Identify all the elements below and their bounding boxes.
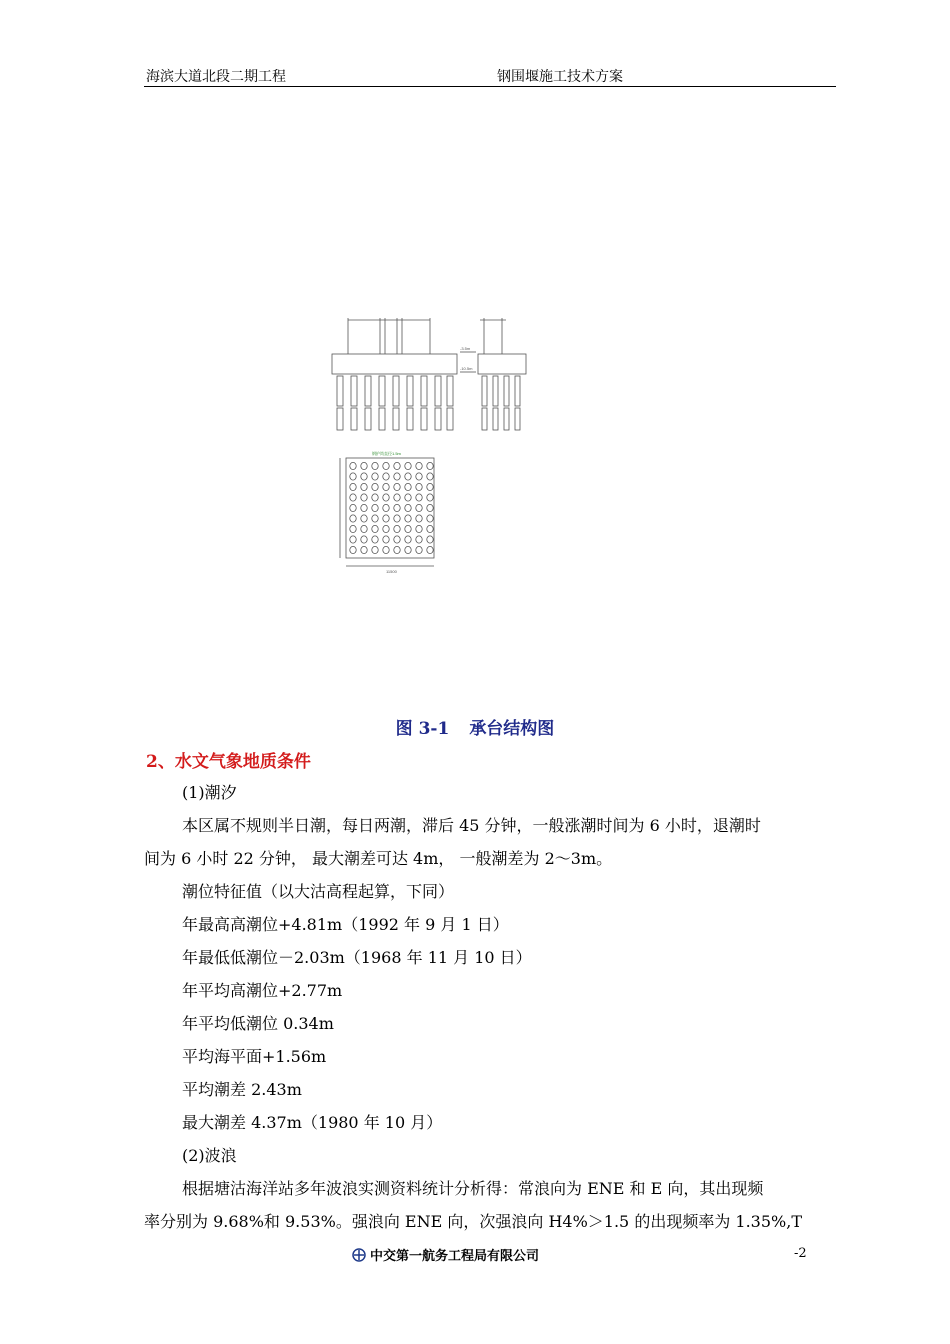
pile-circle	[372, 546, 378, 553]
pile-circle	[427, 494, 433, 501]
pile-circle	[383, 504, 389, 511]
pile-circle	[361, 483, 367, 490]
pile-circle	[427, 483, 433, 490]
pile-circle	[361, 546, 367, 553]
pile-circle	[383, 483, 389, 490]
tide-item: 最大潮差 4.37m（1980 年 10 月）	[182, 1113, 443, 1132]
paragraph-line: 间为 6 小时 22 分钟， 最大潮差可达 4m， 一般潮差为 2～3m。	[144, 849, 613, 868]
figure-caption-text: 承台结构图	[469, 719, 555, 739]
pile-circle	[405, 483, 411, 490]
header-rule	[144, 86, 836, 87]
pile-circle	[350, 546, 356, 553]
subheading-tide: (1)潮汐	[182, 783, 237, 802]
company-logo-icon	[352, 1248, 366, 1262]
footer-company	[352, 1245, 539, 1264]
pile-circle	[350, 483, 356, 490]
tide-item: 年平均高潮位+2.77m	[182, 981, 343, 1000]
header-project-name: 海滨大道北段二期工程	[146, 69, 286, 85]
pile-circle	[383, 546, 389, 553]
pile-circle	[372, 536, 378, 543]
tide-item: 年最高高潮位+4.81m（1992 年 9 月 1 日）	[182, 915, 509, 934]
pile-circle	[394, 536, 400, 543]
pile-circle	[416, 483, 422, 490]
pile-circle	[383, 494, 389, 501]
elevation-label-mid: -10.5m	[460, 366, 473, 371]
paragraph-line: 本区属不规则半日潮，每日两潮，滞后 45 分钟，一般涨潮时间为 6 小时，退潮时	[182, 816, 761, 835]
pile-circle	[427, 473, 433, 480]
pile-circle	[405, 525, 411, 532]
pile-circle	[372, 462, 378, 469]
pile-circle	[383, 515, 389, 522]
pile-circle	[350, 536, 356, 543]
pile-circle	[394, 546, 400, 553]
paragraph-line: 根据塘沽海洋站多年波浪实测资料统计分析得：常浪向为 ENE 和 E 向，其出现频	[182, 1179, 764, 1198]
pile-circle	[405, 494, 411, 501]
section-title: 2、水文气象地质条件	[146, 752, 311, 772]
elevation-label-top: -3.5m	[460, 346, 471, 351]
figure-caption-number: 图 3-1	[395, 719, 450, 739]
pile-circle	[405, 504, 411, 511]
pile-circle	[372, 483, 378, 490]
pile-circle	[405, 546, 411, 553]
tide-item: 年最低低潮位－2.03m（1968 年 11 月 10 日）	[182, 948, 532, 967]
pile-circle	[427, 536, 433, 543]
pile-circle	[416, 504, 422, 511]
pile-circle	[394, 483, 400, 490]
pile-circle	[372, 494, 378, 501]
tide-item: 平均海平面+1.56m	[182, 1047, 327, 1066]
pile-circle	[350, 494, 356, 501]
tide-item: 平均潮差 2.43m	[182, 1080, 302, 1099]
pile-circle	[361, 473, 367, 480]
pile-circle	[372, 504, 378, 511]
pile-circle	[405, 536, 411, 543]
pile-circle	[416, 462, 422, 469]
header-document-title: 钢围堰施工技术方案	[497, 69, 623, 85]
pile-circle	[394, 494, 400, 501]
pile-circle	[394, 462, 400, 469]
pile-circle	[416, 536, 422, 543]
pile-circle	[350, 473, 356, 480]
plan-note-label: 钢护筒直径1.5m	[372, 451, 401, 456]
pile-circle	[394, 525, 400, 532]
pile-circle	[361, 525, 367, 532]
pile-circle	[361, 494, 367, 501]
pile-circle	[383, 525, 389, 532]
pile-circle	[427, 504, 433, 511]
pile-circle	[350, 462, 356, 469]
pile-circle	[350, 515, 356, 522]
pile-circle	[394, 473, 400, 480]
pile-circle	[361, 515, 367, 522]
pile-circle	[427, 515, 433, 522]
pile-circle	[372, 515, 378, 522]
pile-circle	[383, 473, 389, 480]
pile-circle	[416, 494, 422, 501]
page-number: -2	[794, 1246, 807, 1261]
pile-circle	[416, 525, 422, 532]
pile-circle	[427, 462, 433, 469]
pile-circle	[394, 515, 400, 522]
pile-circle	[383, 536, 389, 543]
subheading-waves: (2)波浪	[182, 1146, 237, 1165]
pile-circle	[361, 462, 367, 469]
pile-circle	[416, 473, 422, 480]
pile-circle	[383, 462, 389, 469]
pile-circle	[361, 504, 367, 511]
side-view	[458, 316, 528, 456]
tide-item: 年平均低潮位 0.34m	[182, 1014, 334, 1033]
figure-caption	[0, 714, 950, 739]
pile-circle	[372, 525, 378, 532]
pile-circle	[405, 473, 411, 480]
pile-circle	[416, 546, 422, 553]
pile-circle	[350, 504, 356, 511]
pile-circle	[427, 546, 433, 553]
tide-intro: 潮位特征值（以大沽高程起算，下同）	[182, 882, 455, 901]
pile-circle	[372, 473, 378, 480]
paragraph-line: 率分别为 9.68%和 9.53%。强浪向 ENE 向，次强浪向 H4%＞1.5 的出现频率为 1.35%,T	[144, 1212, 802, 1231]
pile-circle	[405, 462, 411, 469]
pile-circle	[394, 504, 400, 511]
pile-circle	[405, 515, 411, 522]
plan-view	[338, 446, 438, 576]
pile-circle	[416, 515, 422, 522]
pile-circle	[427, 525, 433, 532]
pile-circle	[361, 536, 367, 543]
footer-company-name: 中交第一航务工程局有限公司	[370, 1249, 540, 1264]
pile-circle	[350, 525, 356, 532]
plan-dim-bottom: 11500	[386, 569, 397, 574]
